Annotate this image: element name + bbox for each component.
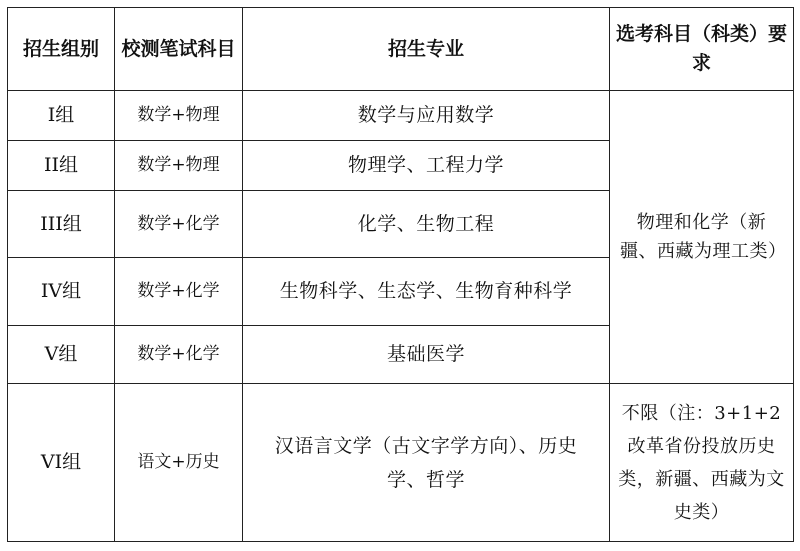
table-row (8, 91, 794, 141)
group-cell: II组 (8, 141, 115, 191)
header-majors: 招生专业 (243, 8, 610, 91)
admission-table (7, 7, 794, 542)
requirement-cell: 物理和化学（新疆、西藏为理工类） (610, 91, 794, 384)
subjects-cell: 数学+化学 (115, 258, 243, 326)
group-cell: IV组 (8, 258, 115, 326)
group-cell: I组 (8, 91, 115, 141)
table-row (8, 384, 794, 542)
group-cell: V组 (8, 326, 115, 384)
majors-cell: 化学、生物工程 (243, 191, 610, 258)
subjects-cell: 数学+化学 (115, 191, 243, 258)
majors-cell: 物理学、工程力学 (243, 141, 610, 191)
majors-cell: 数学与应用数学 (243, 91, 610, 141)
requirement-cell: 不限（注：3+1+2改革省份投放历史类，新疆、西藏为文史类） (610, 384, 794, 542)
subjects-cell: 数学+化学 (115, 326, 243, 384)
subjects-cell: 数学+物理 (115, 91, 243, 141)
majors-cell: 汉语言文学（古文字学方向）、历史学、哲学 (243, 384, 610, 542)
header-exam-subjects: 校测笔试科目 (115, 8, 243, 91)
table-header-row (8, 8, 794, 91)
header-group: 招生组别 (8, 8, 115, 91)
group-cell: VI组 (8, 384, 115, 542)
majors-cell: 基础医学 (243, 326, 610, 384)
majors-cell: 生物科学、生态学、生物育种科学 (243, 258, 610, 326)
subjects-cell: 数学+物理 (115, 141, 243, 191)
group-cell: III组 (8, 191, 115, 258)
subjects-cell: 语文+历史 (115, 384, 243, 542)
header-requirements: 选考科目（科类）要求 (610, 8, 794, 91)
